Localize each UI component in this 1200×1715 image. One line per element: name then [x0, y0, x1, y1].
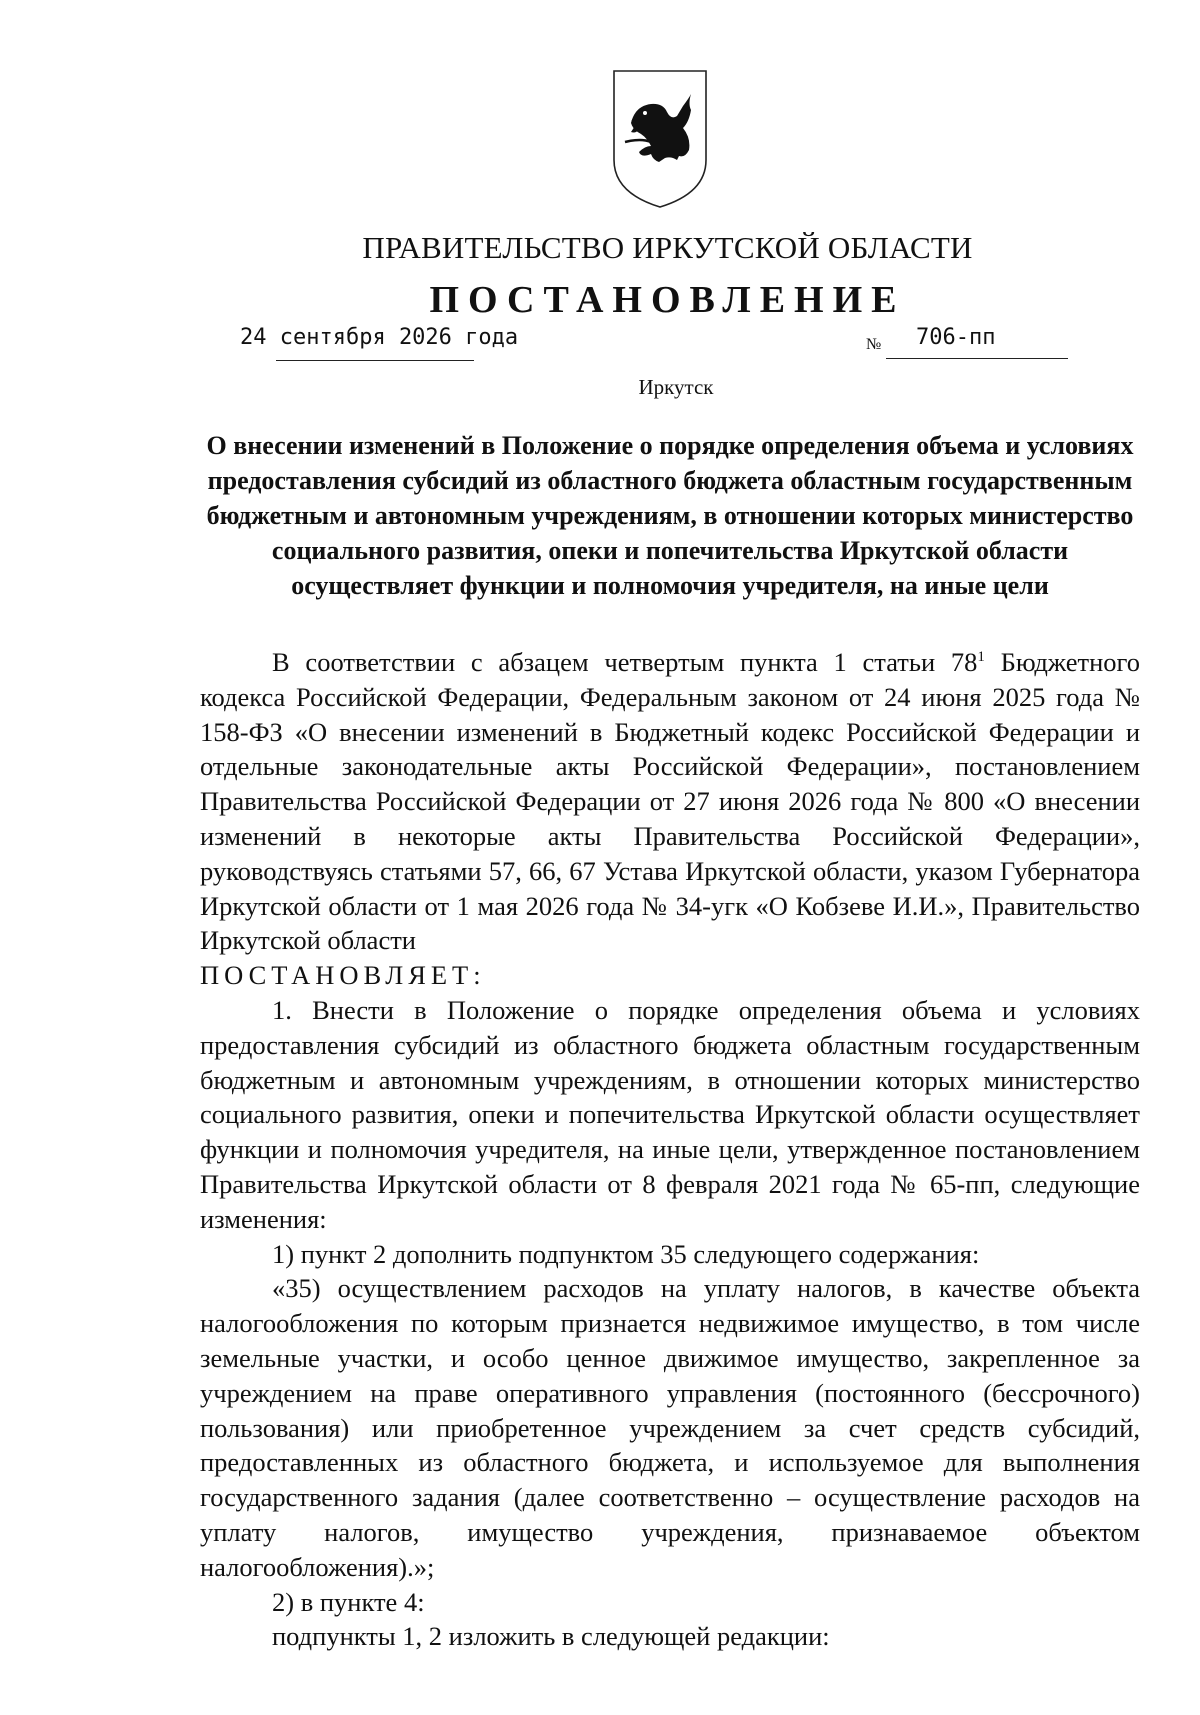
date-underline — [276, 360, 474, 361]
document-date: 24 сентября 2026 года — [240, 325, 519, 350]
coat-of-arms-emblem — [611, 68, 709, 210]
city: Иркутск — [638, 375, 714, 399]
subitem-2-paragraph: 2) в пункте 4: — [272, 1586, 425, 1617]
preamble-paragraph: В соответствии с абзацем четвертым пункта 1 статьи $78^1$ Бюджетного кодекса Российской Федерации, Федеральным законом от 24 июня 2025 года № 158-ФЗ «О внесении изменений в Бюджетный кодекс Российской Федерации и отдельные законодательные акты Российской Федерации», постановлением Правительства Российской Федерации от 27 июня 2026 года № 800 «О внесении изменений в некоторые акты Правительства Российской Федерации», руководствуясь статьями 57, 66, 67 Устава Иркутской области, указом Губернатора Иркутской области от 1 мая 2026 года № 34-угк «О Кобзеве И.И.», Правительство Иркутской области — [200, 647, 1140, 956]
article-superscript: 1 — [977, 649, 985, 666]
document-number: 706-пп — [916, 325, 996, 350]
number-underline — [886, 358, 1068, 359]
number-sign: № — [866, 336, 882, 353]
document-body — [200, 645, 1140, 1654]
document-title: О внесении изменений в Положение о порядке определения объема и условиях предоставления субсидий из областного бюджета областным государственным бюджетным и автономным учреждениям, в отношении которых министерство социального развития, опеки и попечительства Иркутской области осуществляет функции и полномочия учредителя, на иные цели — [206, 431, 1134, 600]
subitem-1-paragraph: 1) пункт 2 дополнить подпунктом 35 следующего содержания: — [272, 1238, 980, 1269]
subitem-2-text: подпункты 1, 2 изложить в следующей редакции: — [272, 1621, 830, 1652]
document-type: ПОСТАНОВЛЕНИЕ — [429, 279, 906, 321]
quote-35-paragraph: «35) осуществлением расходов на уплату налогов, в качестве объекта налогообложения по которым признается недвижимое имущество, в том числе земельные участки, и особо ценное движимое имущество, закрепленное за учреждением на праве оперативного управления (постоянного (бессрочного) пользования) или приобретенное учреждением за счет средств субсидий, предоставленных из областного бюджета, и используемое для выполнения государственного задания (далее соответственно – осуществление расходов на уплату налогов, имущество учреждения, признаваемое объектом налогообложения).»; — [200, 1273, 1140, 1582]
decree-word: ПОСТАНОВЛЯЕТ: — [200, 960, 486, 991]
item-1-paragraph: 1. Внести в Положение о порядке определения объема и условиях предоставления субсидий из областного бюджета областным государственным бюджетным и автономным учреждениям, в отношении которых министерство социального развития, опеки и попечительства Иркутской области осуществляет функции и полномочия учредителя, на иные цели, утвержденное постановлением Правительства Иркутской области от 8 февраля 2021 года № 65-пп, следующие изменения: — [200, 994, 1140, 1234]
organization-name: ПРАВИТЕЛЬСТВО ИРКУТСКОЙ ОБЛАСТИ — [362, 230, 973, 265]
